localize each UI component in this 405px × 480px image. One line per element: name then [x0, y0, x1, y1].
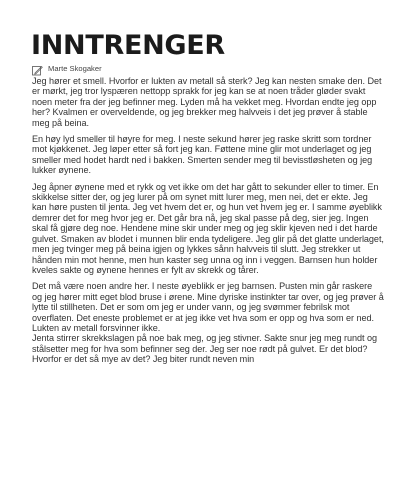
- paragraph: Jeg hører et smell. Hvorfor er lukten av metall så sterk? Jeg kan nesten smake den. Det er mørkt, jeg tror lyspæren nettopp sprakk for jeg kan se at noen tråder gløder svakt noen meter fra der jeg befinner meg. Lyden må ha vekket meg. Hvordan endte jeg opp her? Kvalmen er overveldende, og jeg brekker meg halvveis i det jeg prøver å stable meg på beina.: [32, 76, 382, 128]
- author-name: Marte Skogaker: [48, 64, 102, 73]
- article-title: INNTRENGER: [31, 30, 225, 61]
- pen-icon: [32, 63, 43, 74]
- byline: [32, 63, 102, 74]
- paragraph: En høy lyd smeller til høyre for meg. I neste sekund hører jeg raske skritt som tordner mot kjøkkenet. Jeg løper etter så fort jeg kan. Føttene mine glir mot underlaget og jeg smeller med hodet hardt ned i bakken. Smerten sender meg til bevisstløsheten og jeg lukker øynene.: [32, 134, 373, 176]
- paragraph: Jenta stirrer skrekkslagen på noe bak meg, og jeg stivner. Sakte snur jeg meg rundt og stålsetter meg for hva som befinner seg der. Jeg ser noe rødt på gulvet. Er det blod? Hvorfor er det så mye av det? Jeg biter rundt neven min: [32, 333, 377, 365]
- paragraph: Jeg åpner øynene med et rykk og vet ikke om det har gått to sekunder eller to timer. En skikkelse sitter der, og jeg lurer på om synet mitt lurer meg, men nei, det er ekte. Jeg kan høre pusten til jenta. Jeg vet hvem det er, og hun vet hvem jeg er. I samme øyeblikk demrer det for meg hvor jeg er. Det går bra nå, jeg skal passe på deg, sier jeg. Ingen skal få gjøre deg noe. Hendene mine skir under meg og jeg sklir kjeven ned i det harde gulvet. Smaken av blodet i munnen blir enda tydeligere. Jeg glir på det glatte underlaget, men jeg tvinger meg på beina igjen og lykkes sånn halvveis til slutt. Jeg strekker ut hånden min mot henne, men hun kaster seg unna og inn i veggen. Barnsen hun holder kveles sakte og øynene hennes er fylt av skrekk og tårer.: [32, 181, 384, 275]
- paragraph: Det må være noen andre her. I neste øyeblikk er jeg barnsen. Pusten min går raskere og jeg hører mitt eget blod bruse i ørene. Mine dyriske instinkter tar over, og jeg prøver å lytte til stillheten. Det er som om jeg er under vann, og jeg svømmer febrilsk mot overflaten. Det eneste problemet er at jeg ikke vet hva som er opp og hva som er ned. Lukten av metall forsvinner ikke.: [32, 281, 384, 333]
- article-body: [32, 76, 384, 371]
